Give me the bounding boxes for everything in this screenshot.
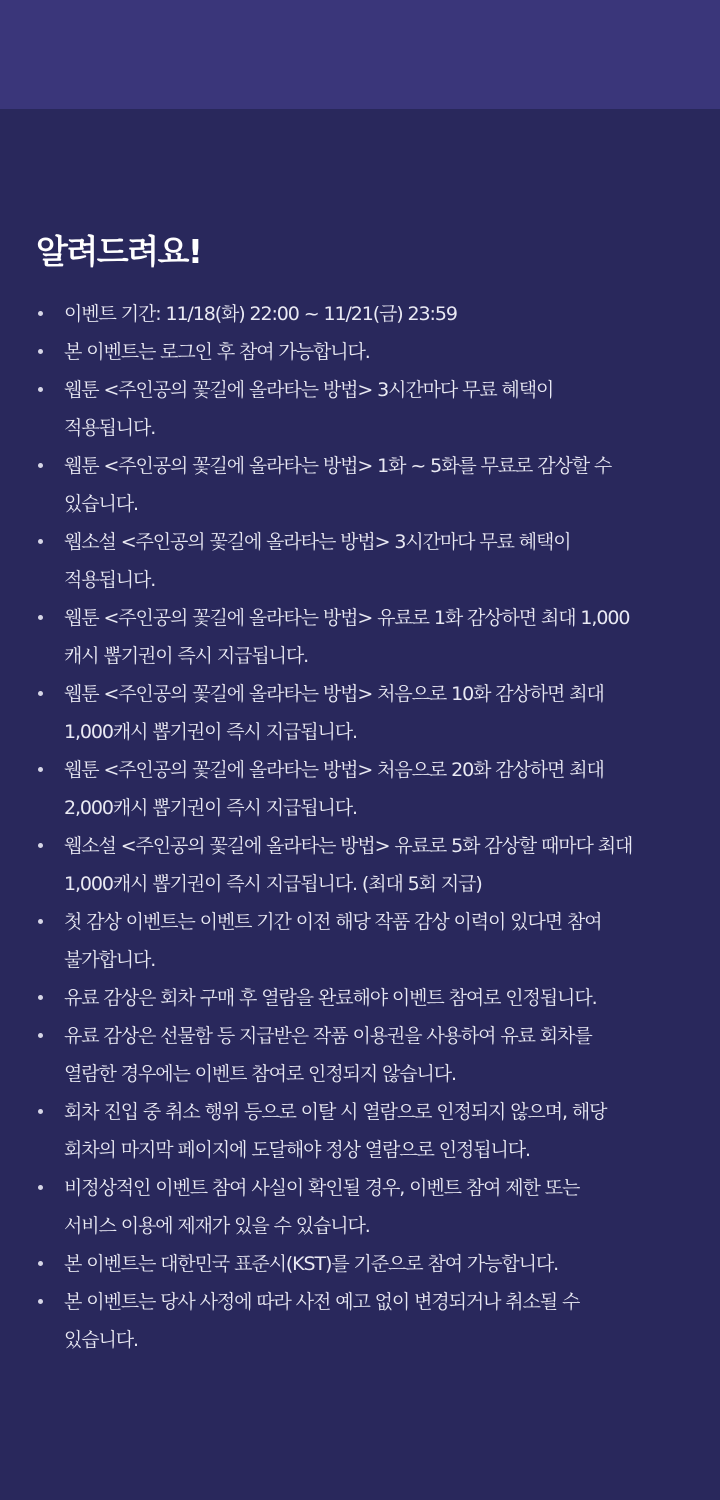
bullet-dot-icon	[38, 691, 43, 696]
notice-item	[0, 1245, 720, 1283]
notice-item	[0, 371, 720, 447]
bullet-dot-icon	[38, 843, 43, 848]
notice-item-text: 웹소설 <주인공의 꽃길에 올라타는 방법> 유료로 5화 감상할 때마다 최대	[64, 835, 633, 857]
notice-item	[0, 447, 720, 523]
bullet-dot-icon	[38, 919, 43, 924]
notice-item-text: 있습니다.	[64, 493, 138, 515]
notice-item-text: 첫 감상 이벤트는 이벤트 기간 이전 해당 작품 감상 이력이 있다면 참여	[64, 911, 602, 933]
bullet-dot-icon	[38, 349, 43, 354]
notice-item	[0, 295, 720, 333]
notice-item-text: 웹툰 <주인공의 꽃길에 올라타는 방법> 3시간마다 무료 혜택이	[64, 379, 554, 401]
bullet-dot-icon	[38, 387, 43, 392]
notice-item-text: 회차 진입 중 취소 행위 등으로 이탈 시 열람으로 인정되지 않으며, 해당	[64, 1101, 607, 1123]
bullet-dot-icon	[38, 539, 43, 544]
notice-item	[0, 827, 720, 903]
bullet-dot-icon	[38, 1109, 43, 1114]
notice-section	[0, 109, 720, 1500]
notice-item-text: 1,000캐시 뽑기권이 즉시 지급됩니다. (최대 5회 지급)	[64, 873, 482, 895]
bullet-dot-icon	[38, 311, 43, 316]
notice-item	[0, 1093, 720, 1169]
notice-item-text: 본 이벤트는 당사 사정에 따라 사전 예고 없이 변경되거나 취소될 수	[64, 1291, 580, 1313]
notice-item	[0, 1283, 720, 1359]
notice-item	[0, 903, 720, 979]
notice-item-text: 열람한 경우에는 이벤트 참여로 인정되지 않습니다.	[64, 1063, 456, 1085]
bullet-dot-icon	[38, 1261, 43, 1266]
notice-item-text: 불가합니다.	[64, 949, 156, 971]
notice-item-text: 이벤트 기간: 11/18(화) 22:00 ~ 11/21(금) 23:59	[64, 303, 457, 325]
notice-item-text: 비정상적인 이벤트 참여 사실이 확인될 경우, 이벤트 참여 제한 또는	[64, 1177, 580, 1199]
notice-item-text: 웹툰 <주인공의 꽃길에 올라타는 방법> 유료로 1화 감상하면 최대 1,000	[64, 607, 630, 629]
notice-item	[0, 523, 720, 599]
notice-item-text: 웹소설 <주인공의 꽃길에 올라타는 방법> 3시간마다 무료 혜택이	[64, 531, 571, 553]
notice-item-text: 유료 감상은 회차 구매 후 열람을 완료해야 이벤트 참여로 인정됩니다.	[64, 987, 597, 1009]
bullet-dot-icon	[38, 1033, 43, 1038]
notice-item-text: 적용됩니다.	[64, 417, 156, 439]
notice-item	[0, 751, 720, 827]
notice-item	[0, 333, 720, 371]
header-band	[0, 0, 720, 109]
notice-item	[0, 1017, 720, 1093]
notice-item	[0, 1169, 720, 1245]
notice-item-text: 웹툰 <주인공의 꽃길에 올라타는 방법> 1화 ~ 5화를 무료로 감상할 수	[64, 455, 612, 477]
notice-title: 알려드려요!	[36, 232, 202, 271]
notice-item-text: 본 이벤트는 로그인 후 참여 가능합니다.	[64, 341, 370, 363]
bullet-dot-icon	[38, 1185, 43, 1190]
bullet-dot-icon	[38, 995, 43, 1000]
notice-item-text: 유료 감상은 선물함 등 지급받은 작품 이용권을 사용하여 유료 회차를	[64, 1025, 592, 1047]
bullet-dot-icon	[38, 767, 43, 772]
notice-list	[0, 295, 720, 1359]
notice-item-text: 1,000캐시 뽑기권이 즉시 지급됩니다.	[64, 721, 357, 743]
notice-item-text: 캐시 뽑기권이 즉시 지급됩니다.	[64, 645, 309, 667]
notice-item	[0, 979, 720, 1017]
notice-item-text: 서비스 이용에 제재가 있을 수 있습니다.	[64, 1215, 370, 1237]
notice-item	[0, 675, 720, 751]
notice-item	[0, 599, 720, 675]
bullet-dot-icon	[38, 463, 43, 468]
bullet-dot-icon	[38, 1299, 43, 1304]
notice-item-text: 있습니다.	[64, 1329, 138, 1351]
notice-item-text: 웹툰 <주인공의 꽃길에 올라타는 방법> 처음으로 20화 감상하면 최대	[64, 759, 604, 781]
notice-item-text: 본 이벤트는 대한민국 표준시(KST)를 기준으로 참여 가능합니다.	[64, 1253, 559, 1275]
notice-item-text: 웹툰 <주인공의 꽃길에 올라타는 방법> 처음으로 10화 감상하면 최대	[64, 683, 604, 705]
bullet-dot-icon	[38, 615, 43, 620]
notice-item-text: 적용됩니다.	[64, 569, 156, 591]
notice-item-text: 2,000캐시 뽑기권이 즉시 지급됩니다.	[64, 797, 357, 819]
notice-item-text: 회차의 마지막 페이지에 도달해야 정상 열람으로 인정됩니다.	[64, 1139, 530, 1161]
